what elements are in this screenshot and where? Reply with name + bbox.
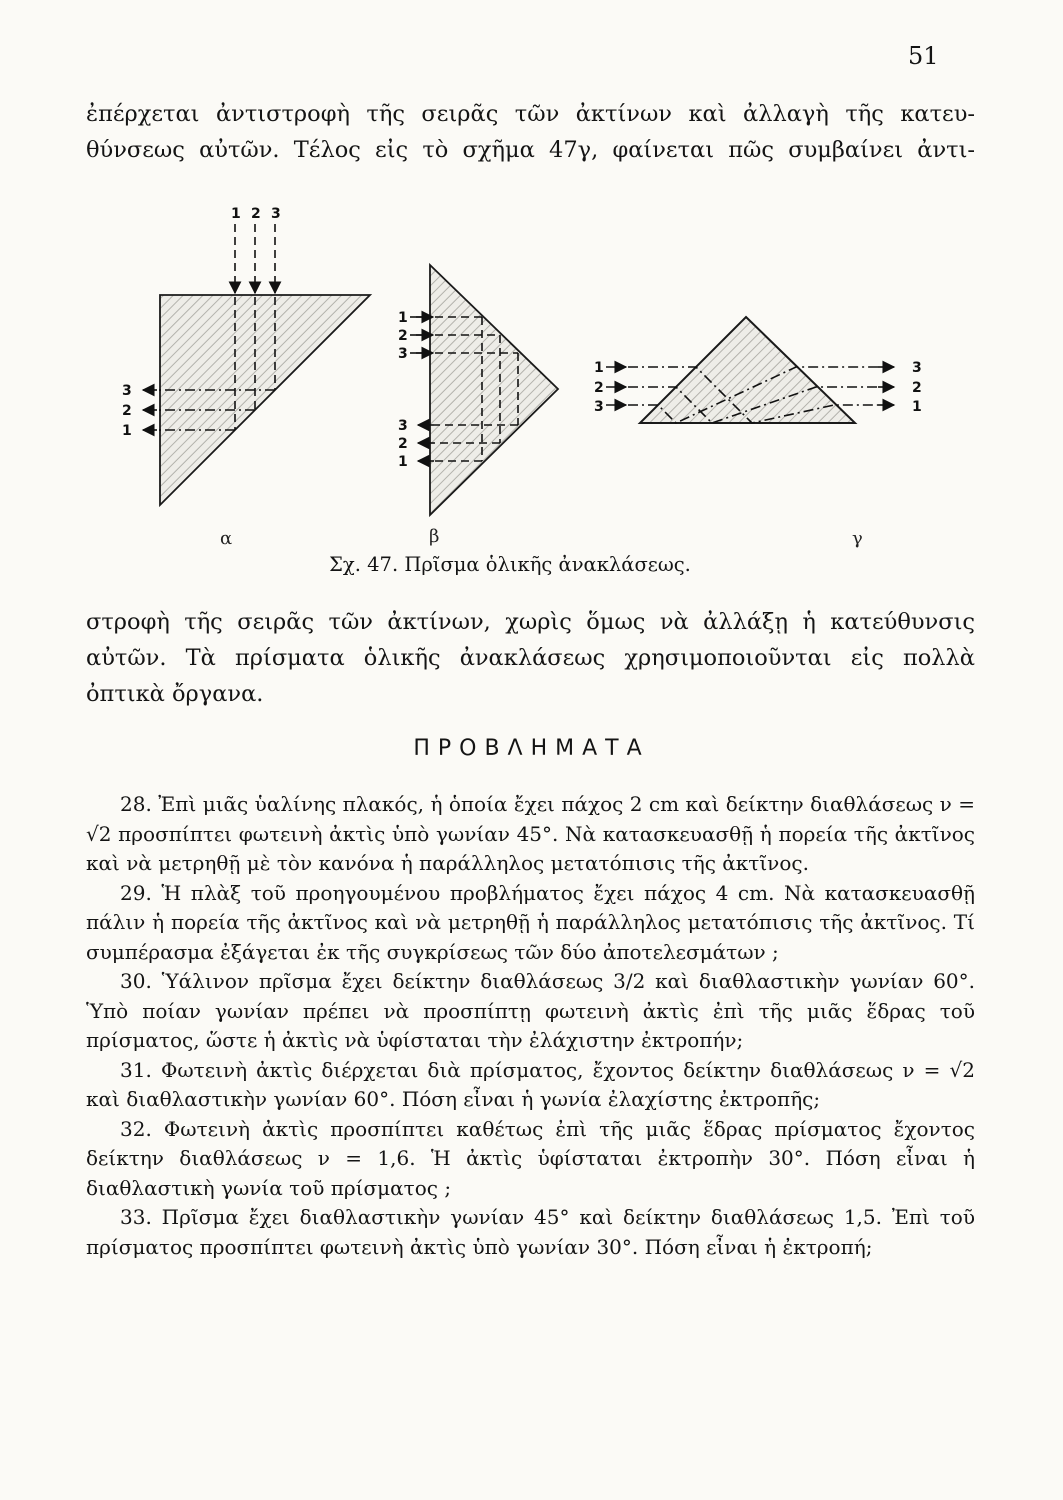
ray-label: 1 [122, 423, 132, 439]
ray-label: 3 [398, 346, 408, 362]
problems-list [86, 790, 975, 1262]
ray-label: 2 [122, 403, 132, 419]
problem-number: 29. [120, 880, 152, 905]
problem-text: Ὑάλινον πρῖσμα ἔχει δείκτην διαθλάσεως 3/2 καὶ διαθλαστικὴν γωνίαν 60°. Ὑπὸ ποίαν γωνίαν πρέπει νὰ προσπίπτῃ φωτεινὴ ἀκτὶς ἐπὶ τῆς μιᾶς ἕδρας τοῦ πρίσματος, ὥστε ἡ ἀκτὶς νὰ ὑφίσταται τὴν ἐλάχιστην ἐκτροπήν; [86, 969, 976, 1052]
ray-label: 3 [122, 383, 132, 399]
problem-number: 31. [120, 1057, 152, 1082]
problem-text: Ἐπὶ μιᾶς ὑαλίνης πλακός, ἡ ὁποία ἔχει πάχος 2 cm καὶ δείκτην διαθλάσεως ν = √2 προσπίπτει φωτεινὴ ἀκτὶς ὑπὸ γωνίαν 45°. Νὰ κατασκευασθῇ ἡ πορεία τῆς ἀκτῖνος καὶ νὰ μετρηθῇ μὲ τὸν κανόνα ἡ παράλληλος μετατόπισις τῆς ἀκτῖνος. [86, 792, 975, 875]
ray-label: 3 [912, 360, 922, 376]
problem-text: Ἡ πλὰξ τοῦ προηγουμένου προβλήματος ἔχει πάχος 4 cm. Νὰ κατασκευασθῇ πάλιν ἡ πορεία τῆς ἀκτῖνος καὶ νὰ μετρηθῇ ἡ παράλληλος μετατόπισις τῆς ἀκτῖνος. Τί συμπέρασμα ἐξάγεται ἐκ τῆς συγκρίσεως τῶν δύο ἀποτελεσμάτων ; [86, 880, 976, 964]
ray-label: 2 [398, 436, 408, 452]
problem-item [86, 967, 975, 1056]
text-line: στροφὴ τῆς σειρᾶς τῶν ἀκτίνων, χωρὶς ὅμως νὰ ἀλλάξῃ ἡ κατεύθυνσις [86, 609, 975, 635]
problem-number: 28. [120, 792, 152, 816]
problem-item [86, 1203, 975, 1262]
ray-label: 1 [398, 310, 408, 326]
prism-gamma [640, 317, 855, 423]
ray-label: 1 [594, 360, 604, 376]
ray-label: 2 [912, 380, 922, 396]
ray-label: 2 [594, 380, 604, 396]
ray-label: 1 [912, 399, 922, 415]
text-line: θύνσεως αὐτῶν. Τέλος εἰς τὸ σχῆμα 47γ, φαίνεται πῶς συμβαίνει ἀντι- [86, 137, 975, 163]
problem-number: 30. [120, 969, 152, 993]
page-number: 51 [908, 42, 939, 70]
diagram-gamma-label: γ [852, 528, 863, 549]
ray-label: 1 [231, 206, 241, 222]
prism-alpha-diagram [122, 206, 370, 549]
problems-heading: ΠΡΟΒΛΗΜΑΤΑ [413, 736, 650, 761]
problem-text: Πρῖσμα ἔχει διαθλαστικὴν γωνίαν 45° καὶ δείκτην διαθλάσεως 1,5. Ἐπὶ τοῦ πρίσματος προσπίπτει φωτεινὴ ἀκτὶς ὑπὸ γωνίαν 30°. Πόση εἶναι ἡ ἐκτροπή; [86, 1205, 976, 1259]
prism-beta-diagram [398, 265, 558, 547]
ray-label: 1 [398, 454, 408, 470]
text-line: αὐτῶν. Τὰ πρίσματα ὁλικῆς ἀνακλάσεως χρησιμοποιοῦνται εἰς πολλὰ [86, 645, 975, 671]
problem-text: Φωτεινὴ ἀκτὶς προσπίπτει καθέτως ἐπὶ τῆς μιᾶς ἕδρας πρίσματος ἔχοντος δείκτην διαθλάσεως ν = 1,6. Ἡ ἀκτὶς ὑφίσταται ἐκτροπὴν 30°. Πόση εἶναι ἡ διαθλαστικὴ γωνία τοῦ πρίσματος ; [86, 1116, 975, 1200]
ray-label: 3 [271, 206, 281, 222]
intro-paragraph-top [86, 96, 975, 168]
problem-item [86, 879, 975, 968]
ray-label: 2 [398, 328, 408, 344]
text-line: ὀπτικὰ ὄργανα. [86, 681, 264, 707]
diagram-beta-label: β [429, 526, 440, 547]
text-line: ἐπέρχεται ἀντιστροφὴ τῆς σειρᾶς τῶν ἀκτίνων καὶ ἀλλαγὴ τῆς κατευ- [86, 101, 975, 127]
problem-item [86, 790, 975, 879]
ray-label: 2 [251, 206, 261, 222]
problem-text: Φωτεινὴ ἀκτὶς διέρχεται διὰ πρίσματος, ἔχοντος δείκτην διαθλάσεως ν = √2 καὶ διαθλαστικὴν γωνίαν 60°. Πόση εἶναι ἡ γωνία ἐλαχίστης ἐκτροπῆς; [86, 1057, 975, 1111]
prism-gamma-diagram [594, 317, 922, 549]
ray-label: 3 [398, 418, 408, 434]
problem-item [86, 1056, 975, 1115]
problem-number: 33. [120, 1205, 152, 1229]
intro-paragraph-bottom [86, 604, 975, 712]
prism-alpha [160, 295, 370, 505]
problem-item [86, 1115, 975, 1204]
ray-label: 3 [594, 399, 604, 415]
problem-number: 32. [120, 1116, 152, 1141]
figure-caption: Σχ. 47. Πρῖσμα ὁλικῆς ἀνακλάσεως. [329, 553, 691, 576]
prism-beta [430, 265, 558, 515]
figure-47 [60, 200, 1000, 560]
diagram-alpha-label: α [220, 528, 233, 549]
